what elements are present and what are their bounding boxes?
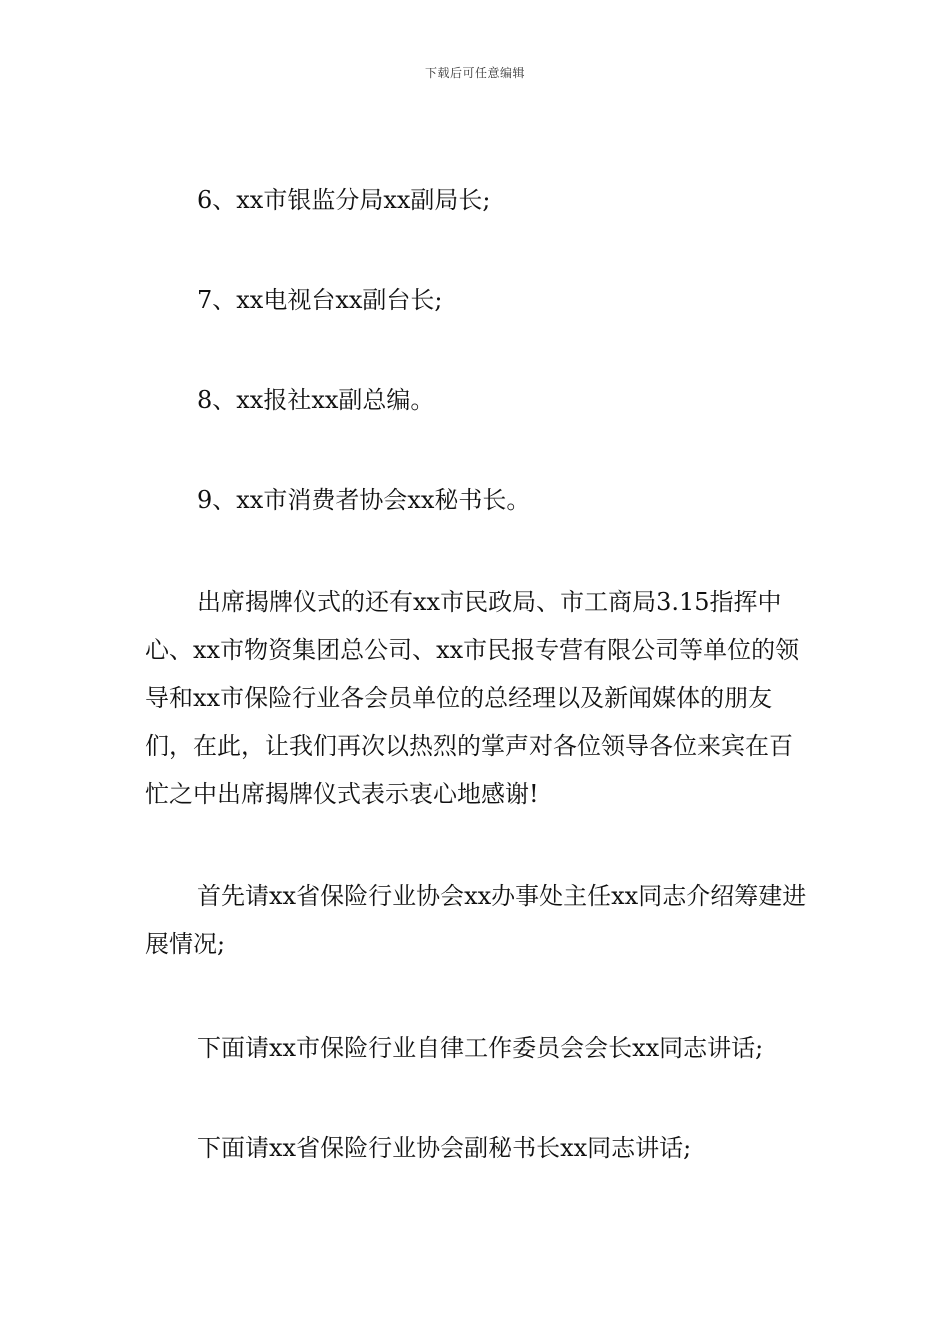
paragraph-first-speaker: 首先请xx省保险行业协会xx办事处主任xx同志介绍筹建进展情况; (145, 882, 807, 958)
paragraph-second-speaker: 下面请xx市保险行业自律工作委员会会长xx同志讲话; (197, 1034, 764, 1062)
paragraph-other-attendees: 出席揭牌仪式的还有xx市民政局、市工商局3.15指挥中心、xx市物资集团总公司、xx市民报专营有限公司等单位的领导和xx市保险行业各会员单位的总经理以及新闻媒体的朋友们，在此，让我们再次以热烈的掌声对各位领导各位来宾在百忙之中出席揭牌仪式表示衷心地感谢! (145, 588, 800, 808)
paragraph-attendee-7: 7、xx电视台xx副台长; (197, 286, 443, 314)
paragraph-attendee-9: 9、xx市消费者协会xx秘书长。 (197, 486, 531, 514)
page-header: 下载后可任意编辑 (424, 66, 525, 80)
paragraph-attendee-8: 8、xx报社xx副总编。 (197, 386, 435, 414)
paragraph-attendee-6: 6、xx市银监分局xx副局长; (197, 186, 491, 214)
paragraph-third-speaker: 下面请xx省保险行业协会副秘书长xx同志讲话; (197, 1134, 692, 1162)
